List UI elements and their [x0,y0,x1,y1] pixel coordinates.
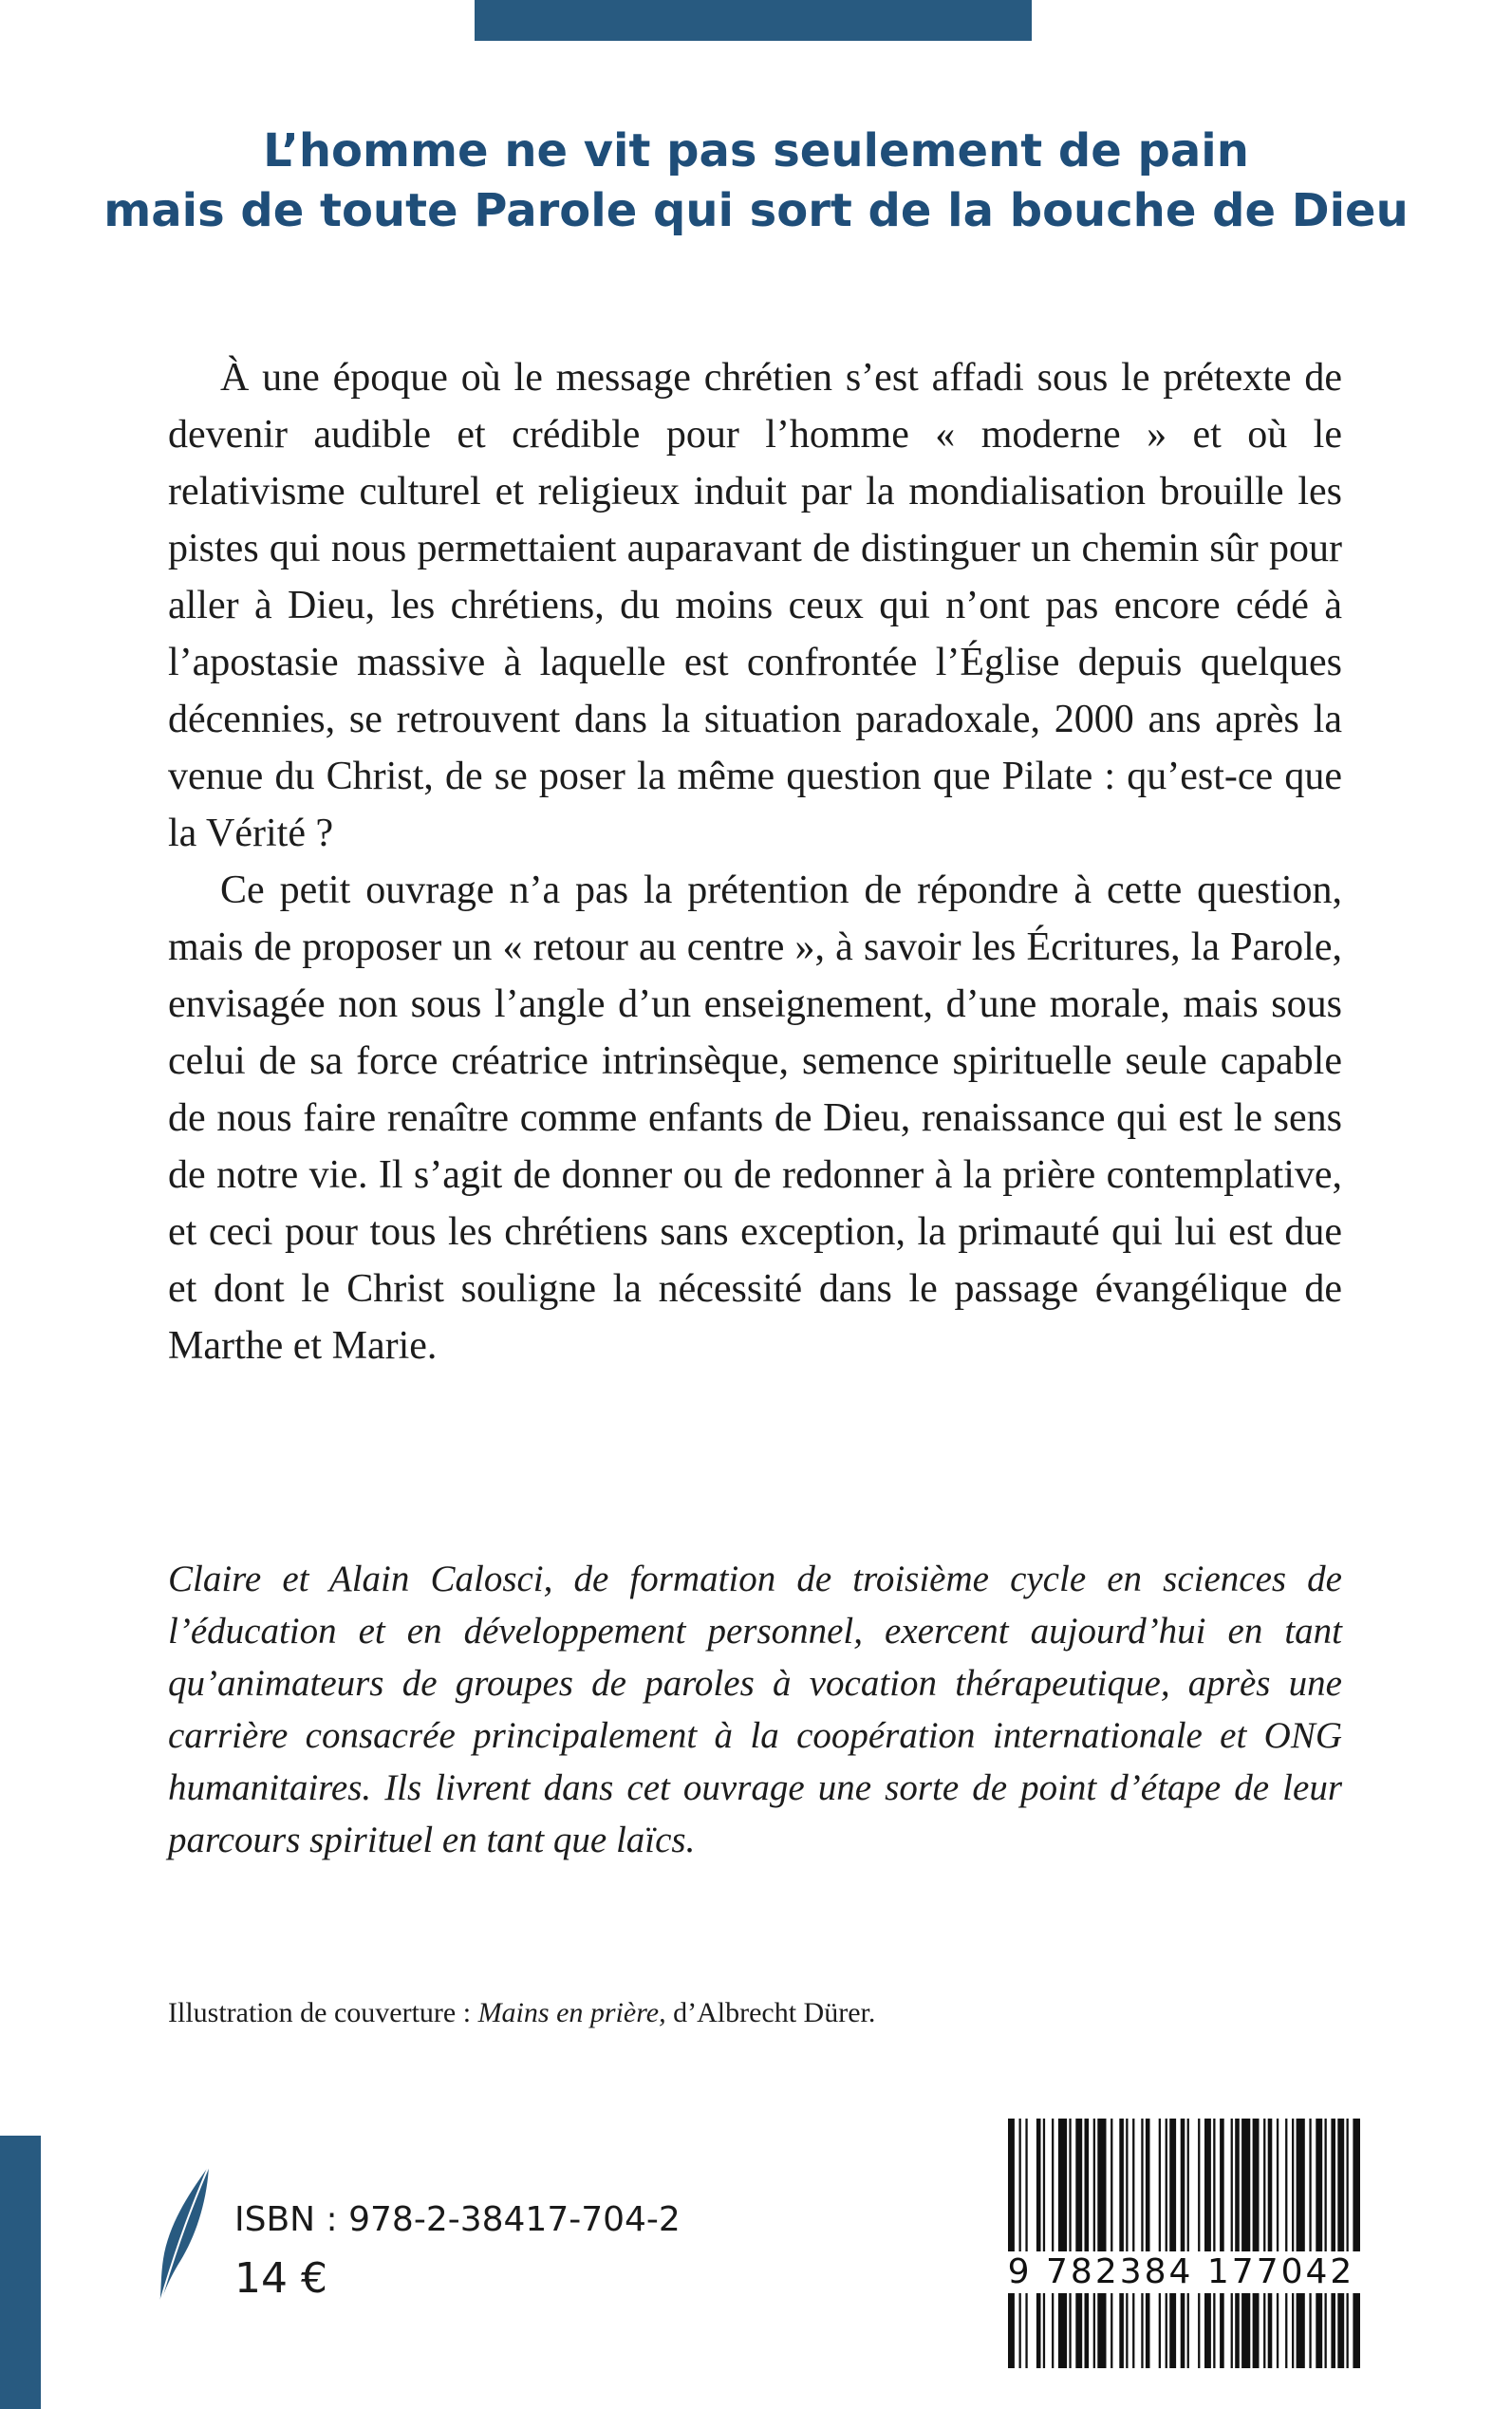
top-accent-bar [475,0,1032,41]
barcode-bar [1025,2119,1027,2368]
barcode-bar [1075,2119,1082,2368]
barcode-bar [1198,2119,1200,2368]
barcode-bar [1159,2119,1161,2368]
barcode-bar [1241,2119,1250,2368]
barcode-bar [1043,2119,1045,2368]
isbn-text: ISBN : 978-2-38417-704-2 [234,2200,681,2239]
barcode-bar [1316,2119,1322,2368]
barcode-bar [1309,2119,1311,2368]
barcode-bar [1277,2119,1279,2368]
cover-illustration-credit [168,1994,875,2032]
price-text: 14 € [234,2254,327,2303]
barcode-bar [1187,2119,1189,2368]
feather-icon [152,2164,228,2306]
barcode-bar [1019,2119,1021,2368]
barcode-bar [1253,2119,1260,2368]
summary-paragraph-1: À une époque où le message chrétien s’est affadi sous le prétexte de devenir audible et crédible pour l’homme « moderne » et où le relativisme culturel et religieux induit par la mondialisation brouille les pistes qui nous permettaient auparavant de distinguer un chemin sûr pour aller à Dieu, les chrétiens, du moins ceux qui n’ont pas encore cédé à l’apostasie massive à laquelle est confrontée l’Église depuis quelques décennies, se retrouvent dans la situation paradoxale, 2000 ans après la venue du Christ, de se poser la même question que Pilate : qu’est-ce que la Vérité ? [168,356,1342,855]
title-line-1: L’homme ne vit pas seulement de pain [263,124,1249,177]
barcode-bar [1036,2119,1041,2368]
barcode-bar [1231,2119,1233,2368]
author-bio: Claire et Alain Calosci, de formation de troisième cycle en sciences de l’éducation et en développement personnel, exercent aujourd’hui en tant qu’animateurs de groupes de paroles à vocation thérapeutique, après une carrière consacrée principalement à la coopération internationale et ONG humanitaires. Ils livrent dans cet ouvrage une sorte de point d’étape de leur parcours spirituel en tant que laïcs. [168,1559,1342,1860]
barcode-bar [1263,2119,1265,2368]
credit-suffix: d’Albrecht Dürer. [665,1997,876,2028]
left-accent-bar [0,2136,41,2409]
credit-work-title: Mains en prière, [477,1997,666,2028]
credit-prefix: Illustration de couverture : [168,1997,478,2028]
barcode-bar [1008,2119,1015,2368]
barcode-bar [1235,2119,1240,2368]
barcode-bar [1052,2119,1054,2368]
barcode-bar [1166,2119,1167,2368]
barcode-bar [1132,2119,1134,2368]
barcode-bar [1141,2119,1143,2368]
barcode-bar [1347,2119,1349,2368]
barcode-bar [1297,2119,1305,2368]
barcode-bar [1126,2119,1128,2368]
barcode-bar [1292,2119,1294,2368]
barcode-bar [1213,2119,1215,2368]
barcode-bar [1069,2119,1071,2368]
barcode-bar [1285,2119,1287,2368]
barcode-bar [1268,2119,1273,2368]
barcode-bar [1085,2119,1090,2368]
barcode-bar [1146,2119,1150,2368]
summary-paragraph-2: Ce petit ouvrage n’a pas la prétention de répondre à cette question, mais de proposer un « retour au centre », à savoir les Écritures, la Parole, envisagée non sous l’angle d’un enseignement, d’une morale, mais sous celui de sa force créatrice intrinsèque, semence spirituelle seule capable de nous faire renaître comme enfants de Dieu, renaissance qui est le sens de notre vie. Il s’agit de donner ou de redonner à la prière contemplative, et ceci pour tous les chrétiens sans exception, la primauté qui lui est due et dont le Christ souligne la nécessité dans le passage évangélique de Marthe et Marie. [168,868,1342,1368]
barcode-bar [1331,2119,1335,2368]
barcode-bar [1119,2119,1124,2368]
barcode-bar [1353,2119,1360,2368]
barcode-bar [1111,2119,1112,2368]
title-line-2: mais de toute Parole qui sort de la bouche de Dieu [103,184,1409,237]
barcode-bar [1181,2119,1185,2368]
barcode-bar [1169,2119,1176,2368]
barcode-bar [1097,2119,1106,2368]
barcode-bar [1325,2119,1327,2368]
barcode-bar [1220,2119,1224,2368]
barcode-number: 9 782384 177042 [1002,2251,1360,2293]
barcode-bar [1204,2119,1211,2368]
barcode-bar [1093,2119,1095,2368]
barcode [1002,2119,1360,2368]
summary-text [168,349,1342,1374]
barcode-bar [1058,2119,1067,2368]
barcode-bar [1337,2119,1344,2368]
back-cover-title [95,121,1417,241]
